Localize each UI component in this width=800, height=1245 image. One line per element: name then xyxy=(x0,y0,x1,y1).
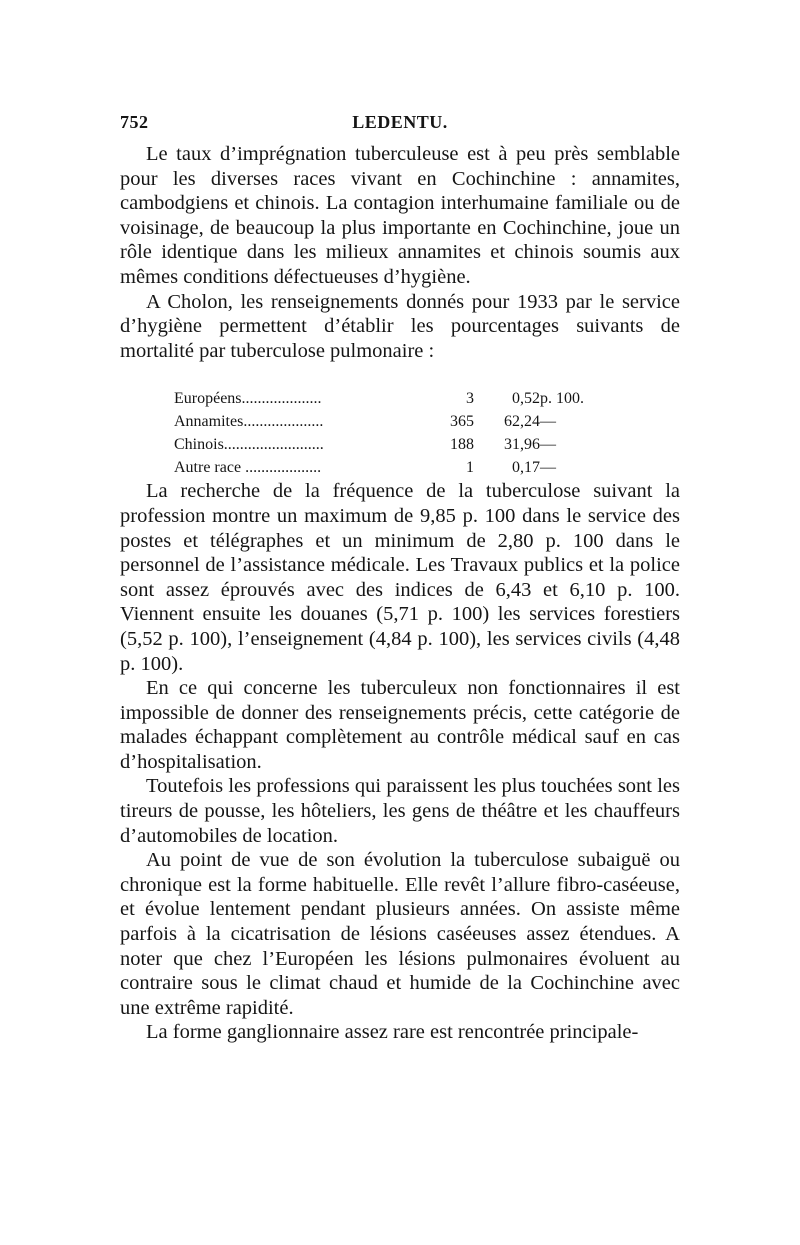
table-row xyxy=(174,456,600,479)
row-label: Annamites.................... xyxy=(174,413,324,431)
table-row xyxy=(174,433,600,456)
row-label: Chinois......................... xyxy=(174,436,324,454)
paragraph: En ce qui concerne les tuberculeux non fonctionnaires il est impossible de donner des renseignements précis, cette catégorie de malades échappant complètement au contrôle médical sauf en cas d’hospitalisation. xyxy=(120,677,680,773)
row-percent: 62,24 xyxy=(504,413,540,431)
row-count: 3 xyxy=(466,390,474,408)
mortality-table xyxy=(174,387,600,479)
running-head: LEDENTU. xyxy=(352,112,448,132)
table-row xyxy=(174,387,600,410)
row-percent: 31,96 xyxy=(504,436,540,454)
paragraph: Le taux d’imprégnation tuberculeuse est à peu près semblable pour les diverses races vivant en Cochinchine : annamites, cambodgiens et chinois. La contagion interhumaine familiale ou de voisinage, de beaucoup la plus importante en Cochinchine, joue un rôle identique dans les milieux annamites et chinois soumis aux mêmes conditions défectueuses d’hygiène. xyxy=(120,143,680,288)
row-label: Européens.................... xyxy=(174,390,322,408)
table-row xyxy=(174,410,600,433)
page-number: 752 xyxy=(120,112,149,132)
row-suffix: — xyxy=(540,413,556,431)
row-suffix: p. 100. xyxy=(540,390,584,408)
row-count: 365 xyxy=(450,413,474,431)
page-header xyxy=(120,112,680,142)
paragraph: La recherche de la fréquence de la tuberculose suivant la profession montre un maximum de 9,85 p. 100 dans le service des postes et télégraphes et un minimum de 2,80 p. 100 dans le personnel de l’assistance médicale. Les Travaux publics et la police sont assez éprouvés avec des indices de 6,43 et 6,10 p. 100. Viennent ensuite les douanes (5,71 p. 100) les services forestiers (5,52 p. 100), l’enseignement (4,84 p. 100), les services civils (4,48 p. 100). xyxy=(120,480,680,675)
row-label: Autre race ................... xyxy=(174,459,322,477)
paragraph: Au point de vue de son évolution la tuberculose subaiguë ou chronique est la forme habituelle. Elle revêt l’allure fibro-caséeuse, et évolue lentement pendant plusieurs années. On assiste même parfois à la cicatrisation de lésions caséeuses assez étendues. A noter que chez l’Européen les lésions pulmonaires évoluent au contraire sous le climat chaud et humide de la Cochinchine avec une extrême rapidité. xyxy=(120,849,680,1019)
book-page xyxy=(120,112,680,1045)
row-percent: 0,17 xyxy=(512,459,540,477)
row-suffix: — xyxy=(540,436,556,454)
paragraph: La forme ganglionnaire assez rare est rencontrée principale- xyxy=(146,1021,639,1044)
row-percent: 0,52 xyxy=(512,390,540,408)
row-suffix: — xyxy=(540,459,556,477)
row-count: 188 xyxy=(450,436,474,454)
row-count: 1 xyxy=(466,459,474,477)
paragraph: A Cholon, les renseignements donnés pour 1933 par le service d’hygiène permettent d’établir les pourcentages suivants de mortalité par tuberculose pulmonaire : xyxy=(120,290,680,362)
paragraph: Toutefois les professions qui paraissent les plus touchées sont les tireurs de pousse, les hôteliers, les gens de théâtre et les chauffeurs d’automobiles de location. xyxy=(120,775,680,847)
